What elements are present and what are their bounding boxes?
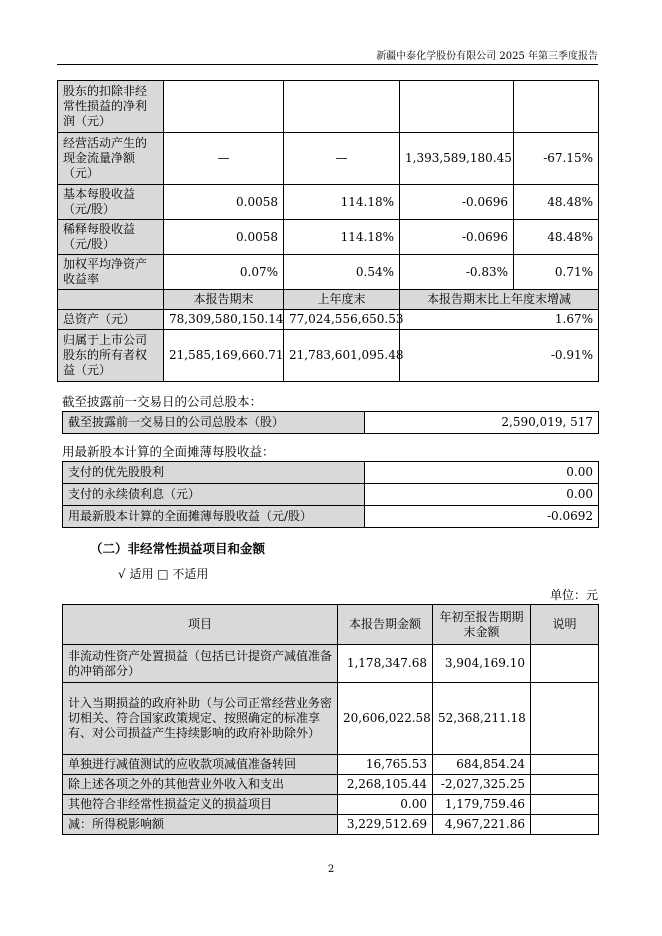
cell: -0.83% [400, 255, 514, 290]
cell [58, 290, 164, 310]
page-number: 2 [327, 864, 335, 875]
cell [531, 795, 599, 815]
row-label: 用最新股本计算的全面摊薄每股收益（元/股） [63, 506, 365, 528]
row-label: 总资产（元） [58, 310, 164, 330]
table-row [63, 506, 599, 528]
cell: 0.00 [365, 462, 599, 484]
table-header-row [58, 290, 599, 310]
cell: 3,229,512.69 [338, 815, 433, 835]
cell [531, 815, 599, 835]
cell: 3,904,169.10 [433, 645, 531, 683]
row-label: 股东的扣除非经常性损益的净利润（元） [58, 81, 164, 133]
cell: -0.0692 [365, 506, 599, 528]
cell: -0.0696 [400, 185, 514, 220]
cell: 114.18% [284, 185, 400, 220]
cell: 0.0058 [164, 220, 284, 255]
cell [531, 755, 599, 775]
row-label: 基本每股收益（元/股） [58, 185, 164, 220]
row-label: 支付的永续债利息（元） [63, 484, 365, 506]
column-header: 项目 [63, 605, 338, 645]
table-row [63, 484, 599, 506]
cell: 2,590,019, 517 [365, 412, 599, 434]
cell: -2,027,325.25 [433, 775, 531, 795]
cell: 0.00 [365, 484, 599, 506]
table-row [58, 255, 599, 290]
row-label: 稀释每股收益（元/股） [58, 220, 164, 255]
cell [531, 775, 599, 795]
cell: 684,854.24 [433, 755, 531, 775]
cell: 2,268,105.44 [338, 775, 433, 795]
cell: 1,179,759.46 [433, 795, 531, 815]
cell [400, 81, 514, 133]
cell: — [164, 133, 284, 185]
share-capital-table [62, 411, 599, 434]
row-label: 截至披露前一交易日的公司总股本（股） [63, 412, 365, 434]
cell [514, 81, 599, 133]
key-financial-table [57, 80, 599, 382]
table-row [63, 645, 599, 683]
table-row [63, 815, 599, 835]
table-row [63, 412, 599, 434]
report-header-title: 新疆中泰化学股份有限公司 2025 年第三季度报告 [376, 51, 598, 62]
applicability-note: √ 适用 □ 不适用 [118, 567, 209, 581]
cell [531, 645, 599, 683]
row-label: 经营活动产生的现金流量净额（元） [58, 133, 164, 185]
table-row [63, 775, 599, 795]
cell: 21,783,601,095.48 [284, 330, 400, 382]
table-row [63, 683, 599, 755]
cell: 16,765.53 [338, 755, 433, 775]
table-row [58, 220, 599, 255]
row-label: 除上述各项之外的其他营业外收入和支出 [63, 775, 338, 795]
cell: 0.71% [514, 255, 599, 290]
section-heading: （二）非经常性损益项目和金额 [90, 541, 266, 556]
cell: 0.54% [284, 255, 400, 290]
table-row [58, 133, 599, 185]
column-header: 本报告期末 [164, 290, 284, 310]
cell: 4,967,221.86 [433, 815, 531, 835]
diluted-eps-table [62, 461, 599, 528]
cell: 52,368,211.18 [433, 683, 531, 755]
row-label: 其他符合非经常性损益定义的损益项目 [63, 795, 338, 815]
header-divider [57, 64, 598, 65]
column-header: 年初至报告期期末金额 [433, 605, 531, 645]
table-row [58, 81, 599, 133]
cell: -67.15% [514, 133, 599, 185]
row-label: 减：所得税影响额 [63, 815, 338, 835]
column-header: 本报告期末比上年度末增减 [400, 290, 599, 310]
cell [164, 81, 284, 133]
cell: 78,309,580,150.14 [164, 310, 284, 330]
row-label: 非流动性资产处置损益（包括已计提资产减值准备的冲销部分） [63, 645, 338, 683]
table-row [63, 795, 599, 815]
row-label: 归属于上市公司股东的所有者权益（元） [58, 330, 164, 382]
row-label: 支付的优先股股利 [63, 462, 365, 484]
cell: -0.0696 [400, 220, 514, 255]
cell: 48.48% [514, 185, 599, 220]
cell: 0.00 [338, 795, 433, 815]
table-row [63, 755, 599, 775]
non-recurring-table [62, 604, 599, 835]
table-header-row [63, 605, 599, 645]
row-label: 单独进行减值测试的应收款项减值准备转回 [63, 755, 338, 775]
cell: -0.91% [400, 330, 599, 382]
cell: 20,606,022.58 [338, 683, 433, 755]
row-label: 计入当期损益的政府补助（与公司正常经营业务密切相关、符合国家政策规定、按照确定的标准享有、对公司损益产生持续影响的政府补助除外） [63, 683, 338, 755]
cell: 1,178,347.68 [338, 645, 433, 683]
column-header: 上年度末 [284, 290, 400, 310]
cell [284, 81, 400, 133]
cell: — [284, 133, 400, 185]
cell [531, 683, 599, 755]
cell: 0.0058 [164, 185, 284, 220]
column-header: 说明 [531, 605, 599, 645]
share-capital-caption: 截至披露前一交易日的公司总股本： [62, 394, 263, 409]
table-row [58, 330, 599, 382]
diluted-eps-caption: 用最新股本计算的全面摊薄每股收益： [62, 444, 275, 459]
table-row [63, 462, 599, 484]
row-label: 加权平均净资产收益率 [58, 255, 164, 290]
cell: 77,024,556,650.53 [284, 310, 400, 330]
cell: 1.67% [400, 310, 599, 330]
table-row [58, 185, 599, 220]
cell: 1,393,589,180.45 [400, 133, 514, 185]
cell: 21,585,169,660.71 [164, 330, 284, 382]
table-row [58, 310, 599, 330]
cell: 48.48% [514, 220, 599, 255]
unit-label: 单位：元 [549, 588, 598, 602]
column-header: 本报告期金额 [338, 605, 433, 645]
cell: 0.07% [164, 255, 284, 290]
cell: 114.18% [284, 220, 400, 255]
